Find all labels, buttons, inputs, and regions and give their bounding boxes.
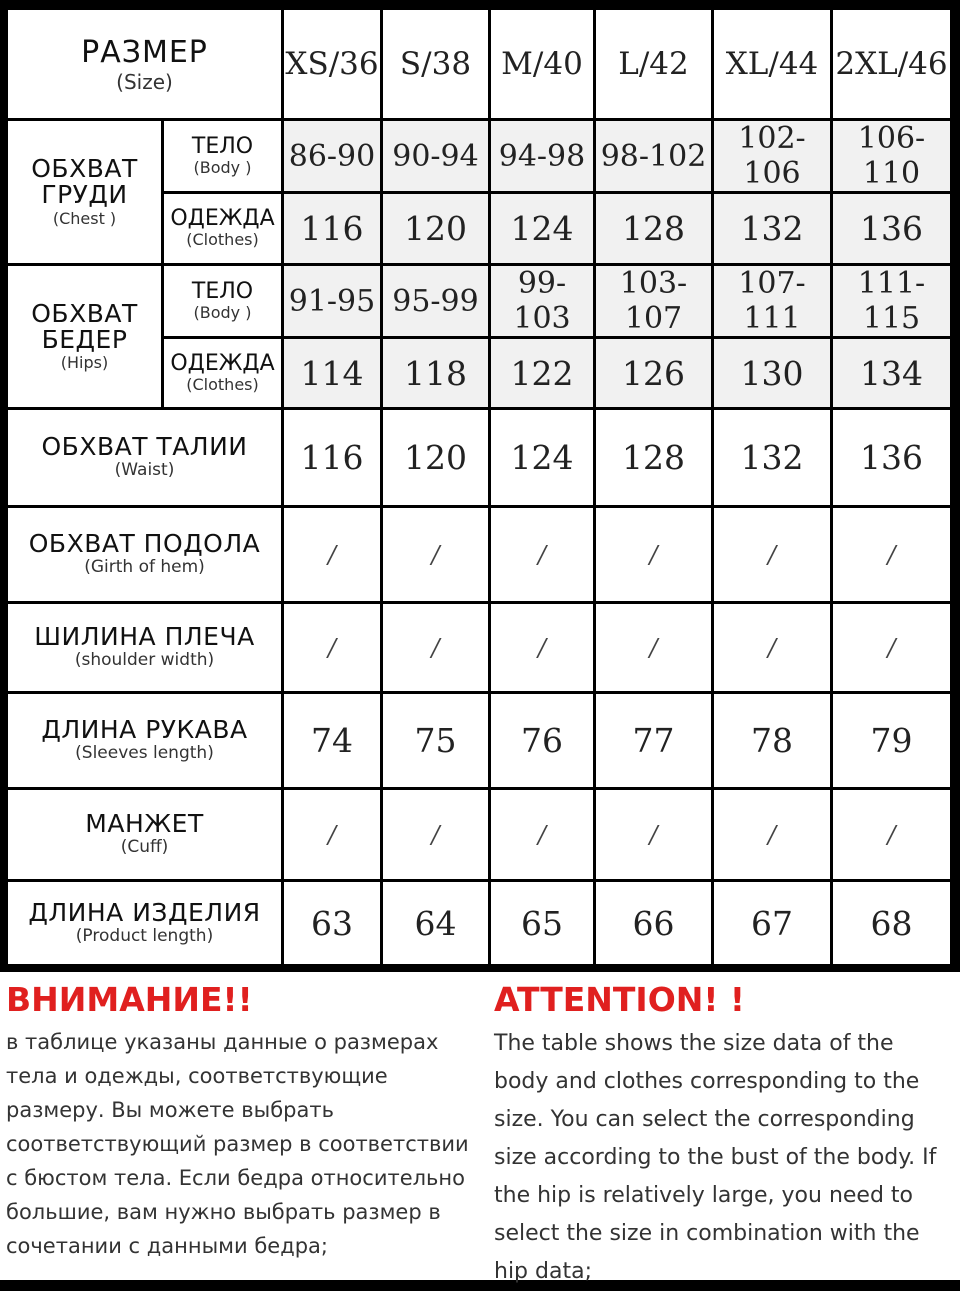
cell-value: /	[431, 820, 440, 849]
table-cell	[284, 339, 380, 407]
cell-value: 75	[414, 721, 457, 760]
clothes-label-ru: ОДЕЖДА	[170, 350, 275, 376]
cell-value: 78	[751, 721, 793, 760]
cell-value: /	[649, 633, 658, 662]
table-cell	[714, 882, 830, 964]
cell-value: 98-102	[600, 138, 707, 174]
size-col-header	[833, 10, 950, 118]
table-cell	[714, 194, 830, 263]
table-cell	[596, 121, 711, 191]
cell-value: 91-95	[288, 283, 376, 319]
cell-value: 94-98	[498, 138, 586, 174]
size-header-label	[8, 10, 281, 118]
cell-value: 90-94	[392, 138, 479, 174]
hips-group-label	[8, 266, 161, 407]
hips-body-label	[164, 266, 281, 336]
table-cell	[491, 604, 593, 691]
size-title-ru: РАЗМЕР	[81, 34, 208, 70]
cell-value: 66	[632, 903, 675, 943]
shoulder-label	[8, 604, 281, 691]
chest-label-ru: ОБХВАТ ГРУДИ	[31, 154, 138, 210]
row-label-ru: МАНЖЕТ	[85, 809, 204, 839]
notice-ru-title: ВНИМАНИЕ!!	[6, 980, 253, 1019]
table-cell	[833, 694, 950, 787]
cell-value: 114	[300, 353, 364, 393]
clothes-label-ru: ОДЕЖДА	[170, 206, 275, 232]
table-cell	[714, 339, 830, 407]
waist-label	[8, 410, 281, 505]
hips-label-en: (Hips)	[60, 353, 109, 373]
table-cell	[491, 194, 593, 263]
table-cell	[596, 339, 711, 407]
cell-value: /	[537, 633, 547, 662]
size-col-header	[284, 10, 380, 118]
table-cell	[596, 266, 711, 336]
table-cell	[383, 410, 488, 505]
table-cell	[491, 882, 593, 964]
row-label-en: (Girth of hem)	[84, 557, 205, 578]
cell-value: 95-99	[392, 283, 479, 319]
table-cell	[596, 604, 711, 691]
cell-value: 136	[860, 438, 923, 477]
cell-value: 106-110	[857, 121, 926, 191]
hips-clothes-label	[164, 339, 281, 407]
table-cell	[833, 121, 950, 191]
cell-value: 122	[510, 353, 574, 393]
table-cell	[284, 604, 380, 691]
cell-value: /	[649, 820, 658, 849]
chest-clothes-label	[164, 194, 281, 263]
cell-value: /	[767, 540, 777, 569]
size-col-header	[714, 10, 830, 118]
table-cell	[383, 604, 488, 691]
table-cell	[833, 790, 950, 879]
cell-value: 118	[404, 353, 467, 393]
table-cell	[383, 882, 488, 964]
chest-body-label	[164, 121, 281, 191]
table-cell	[833, 194, 950, 263]
table-cell	[596, 694, 711, 787]
size-label: XS/36	[285, 46, 379, 82]
size-label: L/42	[618, 46, 689, 82]
table-cell	[714, 121, 830, 191]
body-label-en: (Body )	[193, 157, 252, 177]
cell-value: /	[431, 540, 440, 569]
table-cell	[833, 882, 950, 964]
cell-value: /	[431, 633, 440, 662]
table-cell	[491, 266, 593, 336]
body-label-ru: ТЕЛО	[191, 278, 254, 304]
size-col-header	[491, 10, 593, 118]
cell-value: 128	[622, 209, 685, 248]
table-cell	[284, 508, 380, 601]
row-label-ru: ОБХВАТ ПОДОЛА	[28, 529, 261, 559]
size-label: S/38	[399, 46, 472, 82]
table-cell	[833, 508, 950, 601]
table-cell	[596, 508, 711, 601]
cell-value: /	[887, 820, 896, 849]
cell-value: 134	[860, 353, 923, 393]
table-cell	[596, 410, 711, 505]
table-cell	[383, 121, 488, 191]
table-cell	[383, 790, 488, 879]
cell-value: 64	[414, 903, 457, 943]
body-label-en: (Body )	[193, 302, 252, 322]
size-label: M/40	[501, 46, 583, 82]
cell-value: 132	[740, 438, 804, 477]
cell-value: 74	[311, 721, 353, 760]
cuff-label	[8, 790, 281, 879]
cell-value: 86-90	[288, 138, 376, 174]
table-cell	[714, 694, 830, 787]
table-cell	[491, 790, 593, 879]
table-cell	[383, 694, 488, 787]
table-cell	[833, 266, 950, 336]
cell-value: /	[327, 820, 337, 849]
notice-ru-body: в таблице указаны данные о размерах тела и одежды, соответствующие размеру. Вы можете выбрать соответствующий размер в соответствии с бюстом тела. Если бедра относительно большие, вам нужно выбрать размер в сочетании с данными бедра;	[6, 1030, 469, 1258]
cell-value: 120	[404, 209, 467, 248]
sleeve-label	[8, 694, 281, 787]
table-cell	[491, 694, 593, 787]
notice-ru	[6, 980, 482, 1263]
cell-value: 77	[632, 721, 675, 760]
table-cell	[284, 121, 380, 191]
size-col-header	[383, 10, 488, 118]
table-cell	[714, 508, 830, 601]
table-cell	[833, 604, 950, 691]
row-label-ru: ДЛИНА ИЗДЕЛИЯ	[28, 897, 261, 927]
cell-value: 126	[622, 353, 685, 393]
cell-value: 124	[510, 438, 574, 477]
table-cell	[714, 266, 830, 336]
table-cell	[714, 604, 830, 691]
body-label-ru: ТЕЛО	[191, 133, 254, 159]
cell-value: 107-111	[738, 266, 806, 336]
table-cell	[284, 194, 380, 263]
row-label-en: (Sleeves length)	[75, 743, 214, 764]
table-cell	[383, 194, 488, 263]
cell-value: 120	[404, 438, 467, 477]
table-cell	[284, 694, 380, 787]
cell-value: 103-107	[619, 266, 688, 336]
table-cell	[596, 790, 711, 879]
cell-value: /	[767, 820, 777, 849]
table-cell	[833, 339, 950, 407]
cell-value: /	[887, 540, 896, 569]
cell-value: /	[649, 540, 658, 569]
table-cell	[833, 410, 950, 505]
notice-en-title: ATTENTION! !	[494, 980, 745, 1019]
cell-value: 124	[510, 209, 574, 248]
cell-value: 128	[622, 438, 685, 477]
row-label-en: (shoulder width)	[74, 650, 215, 671]
table-cell	[714, 790, 830, 879]
table-cell	[596, 194, 711, 263]
cell-value: 132	[740, 209, 804, 248]
product-length-label	[8, 882, 281, 964]
cell-value: 102-106	[738, 121, 806, 191]
table-cell	[284, 266, 380, 336]
cell-value: /	[327, 633, 337, 662]
cell-value: 67	[751, 903, 793, 943]
notice-en-body: The table shows the size data of the body and clothes corresponding to the size. You can select the corresponding size according to the bust of the body. If the hip is relatively large, you need to select the size in combination with the hip data;	[494, 1031, 937, 1284]
cell-value: 111-115	[857, 266, 926, 336]
row-label-en: (Product length)	[75, 925, 214, 946]
cell-value: /	[767, 633, 777, 662]
row-label-en: (Cuff)	[120, 837, 169, 858]
cell-value: 63	[311, 903, 353, 943]
cell-value: /	[537, 820, 547, 849]
cell-value: 99-103	[513, 266, 571, 336]
clothes-label-en: (Clothes)	[186, 374, 259, 394]
cell-value: 68	[870, 903, 913, 943]
table-cell	[284, 410, 380, 505]
cell-value: /	[327, 540, 337, 569]
cell-value: 130	[740, 353, 804, 393]
row-label-ru: ШИЛИНА ПЛЕЧА	[34, 622, 255, 652]
notice-en	[494, 980, 952, 1291]
table-cell	[284, 882, 380, 964]
table-cell	[596, 882, 711, 964]
cell-value: 116	[300, 209, 364, 248]
cell-value: 76	[521, 721, 563, 760]
cell-value: 65	[521, 903, 563, 943]
table-cell	[714, 410, 830, 505]
chest-group-label	[8, 121, 161, 263]
table-cell	[383, 266, 488, 336]
table-cell	[491, 410, 593, 505]
cell-value: 79	[870, 721, 913, 760]
row-label-en: (Waist)	[114, 460, 175, 481]
cell-value: 116	[300, 438, 364, 477]
size-label: 2XL/46	[835, 46, 948, 82]
cell-value: /	[887, 633, 896, 662]
table-cell	[383, 508, 488, 601]
table-cell	[491, 121, 593, 191]
row-label-ru: ДЛИНА РУКАВА	[41, 715, 248, 745]
table-cell	[491, 339, 593, 407]
table-cell	[383, 339, 488, 407]
cell-value: /	[537, 540, 547, 569]
hips-label-ru: ОБХВАТ БЕДЕР	[31, 298, 138, 354]
table-cell	[491, 508, 593, 601]
size-title-en: (Size)	[116, 69, 173, 94]
clothes-label-en: (Clothes)	[186, 230, 259, 250]
row-label-ru: ОБХВАТ ТАЛИИ	[41, 432, 248, 462]
size-col-header	[596, 10, 711, 118]
chest-label-en: (Chest )	[52, 208, 117, 228]
table-cell	[284, 790, 380, 879]
hem-label	[8, 508, 281, 601]
cell-value: 136	[860, 209, 923, 248]
size-label: XL/44	[725, 46, 819, 82]
